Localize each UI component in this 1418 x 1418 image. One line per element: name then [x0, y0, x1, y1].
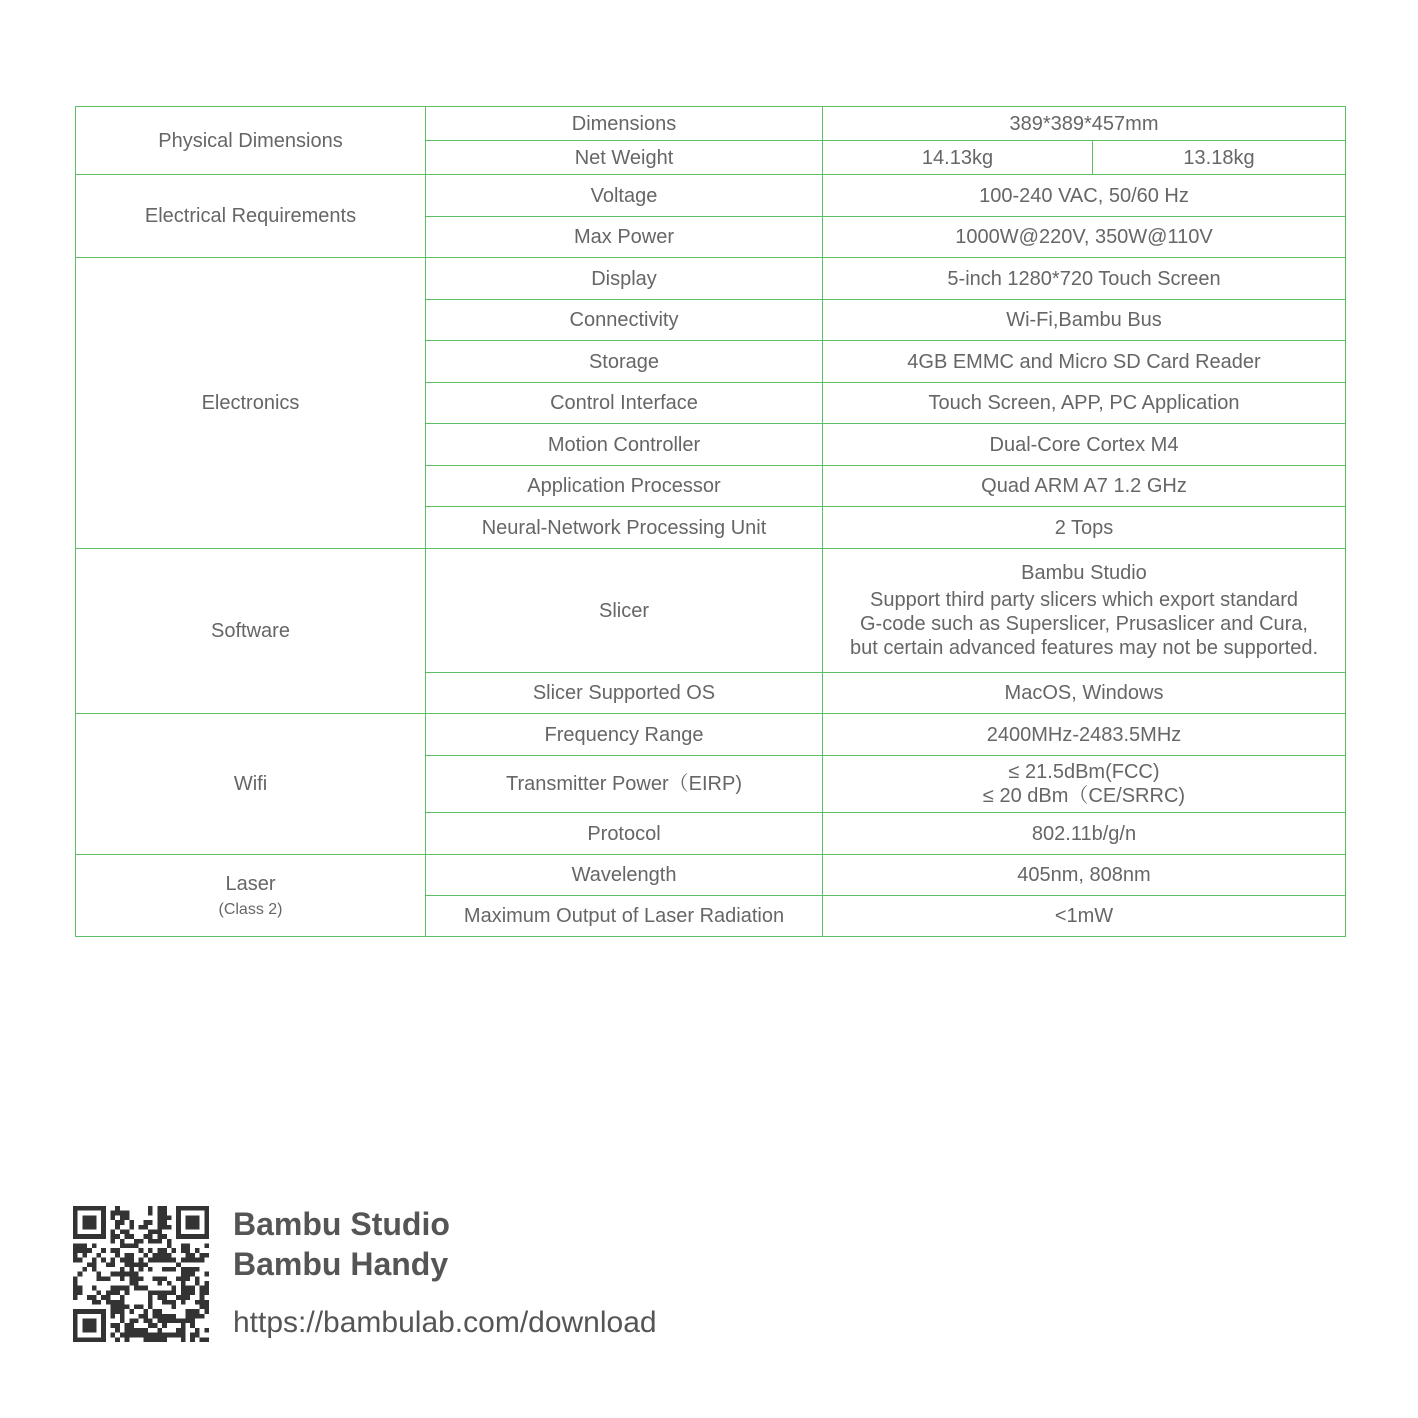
tx-line-2: ≤ 20 dBm（CE/SRRC) [982, 785, 1186, 807]
footer [73, 1206, 773, 1346]
app-name-bambu-handy: Bambu Handy [233, 1246, 449, 1282]
table-row [76, 258, 1346, 300]
value-dimensions: 389*389*457mm [823, 107, 1346, 141]
value-max-output: <1mW [823, 896, 1346, 937]
slicer-line-2: Support third party slicers which export standard [870, 589, 1298, 611]
table-row [76, 107, 1346, 141]
value-connectivity: Wi-Fi,Bambu Bus [823, 300, 1346, 341]
label-max-power: Max Power [426, 217, 823, 258]
laser-class-note: (Class 2) [218, 900, 283, 918]
value-max-power: 1000W@220V, 350W@110V [823, 217, 1346, 258]
tx-line-1: ≤ 21.5dBm(FCC) [1008, 761, 1160, 783]
label-slicer-os: Slicer Supported OS [426, 673, 823, 714]
value-application-processor: Quad ARM A7 1.2 GHz [823, 466, 1346, 507]
download-link[interactable]: https://bambulab.com/download [233, 1306, 657, 1339]
label-wavelength: Wavelength [426, 855, 823, 896]
value-slicer-os: MacOS, Windows [823, 673, 1346, 714]
label-protocol: Protocol [426, 813, 823, 855]
category-electronics: Electronics [76, 258, 426, 549]
slicer-line-1: Bambu Studio [1021, 562, 1147, 584]
app-name-bambu-studio: Bambu Studio [233, 1206, 450, 1242]
spec-table [75, 106, 1346, 937]
value-net-weight-1: 14.13kg [823, 141, 1093, 175]
label-connectivity: Connectivity [426, 300, 823, 341]
label-display: Display [426, 258, 823, 300]
category-wifi: Wifi [76, 714, 426, 855]
label-frequency-range: Frequency Range [426, 714, 823, 756]
value-wavelength: 405nm, 808nm [823, 855, 1346, 896]
label-slicer: Slicer [426, 549, 823, 673]
category-electrical-requirements: Electrical Requirements [76, 175, 426, 258]
laser-title: Laser [225, 872, 276, 895]
value-control-interface: Touch Screen, APP, PC Application [823, 383, 1346, 424]
slicer-line-3: G-code such as Superslicer, Prusaslicer and Cura, [860, 613, 1308, 635]
value-slicer [823, 549, 1346, 673]
value-display: 5-inch 1280*720 Touch Screen [823, 258, 1346, 300]
label-max-output: Maximum Output of Laser Radiation [426, 896, 823, 937]
value-motion-controller: Dual-Core Cortex M4 [823, 424, 1346, 466]
value-protocol: 802.11b/g/n [823, 813, 1346, 855]
slicer-line-4: but certain advanced features may not be supported. [849, 637, 1319, 659]
label-voltage: Voltage [426, 175, 823, 217]
table-row [76, 855, 1346, 896]
value-transmitter-power [823, 756, 1346, 813]
category-laser [76, 855, 426, 937]
table-row [76, 549, 1346, 673]
label-dimensions: Dimensions [426, 107, 823, 141]
label-storage: Storage [426, 341, 823, 383]
label-net-weight: Net Weight [426, 141, 823, 175]
value-net-weight-2: 13.18kg [1093, 141, 1346, 175]
value-frequency-range: 2400MHz-2483.5MHz [823, 714, 1346, 756]
label-motion-controller: Motion Controller [426, 424, 823, 466]
table-row [76, 175, 1346, 217]
category-physical-dimensions: Physical Dimensions [76, 107, 426, 175]
value-npu: 2 Tops [823, 507, 1346, 549]
value-storage: 4GB EMMC and Micro SD Card Reader [823, 341, 1346, 383]
qr-code-icon[interactable] [73, 1206, 209, 1342]
table-row [76, 714, 1346, 756]
label-application-processor: Application Processor [426, 466, 823, 507]
label-npu: Neural-Network Processing Unit [426, 507, 823, 549]
category-software: Software [76, 549, 426, 714]
label-control-interface: Control Interface [426, 383, 823, 424]
value-voltage: 100-240 VAC, 50/60 Hz [823, 175, 1346, 217]
label-transmitter-power: Transmitter Power（EIRP) [426, 756, 823, 813]
